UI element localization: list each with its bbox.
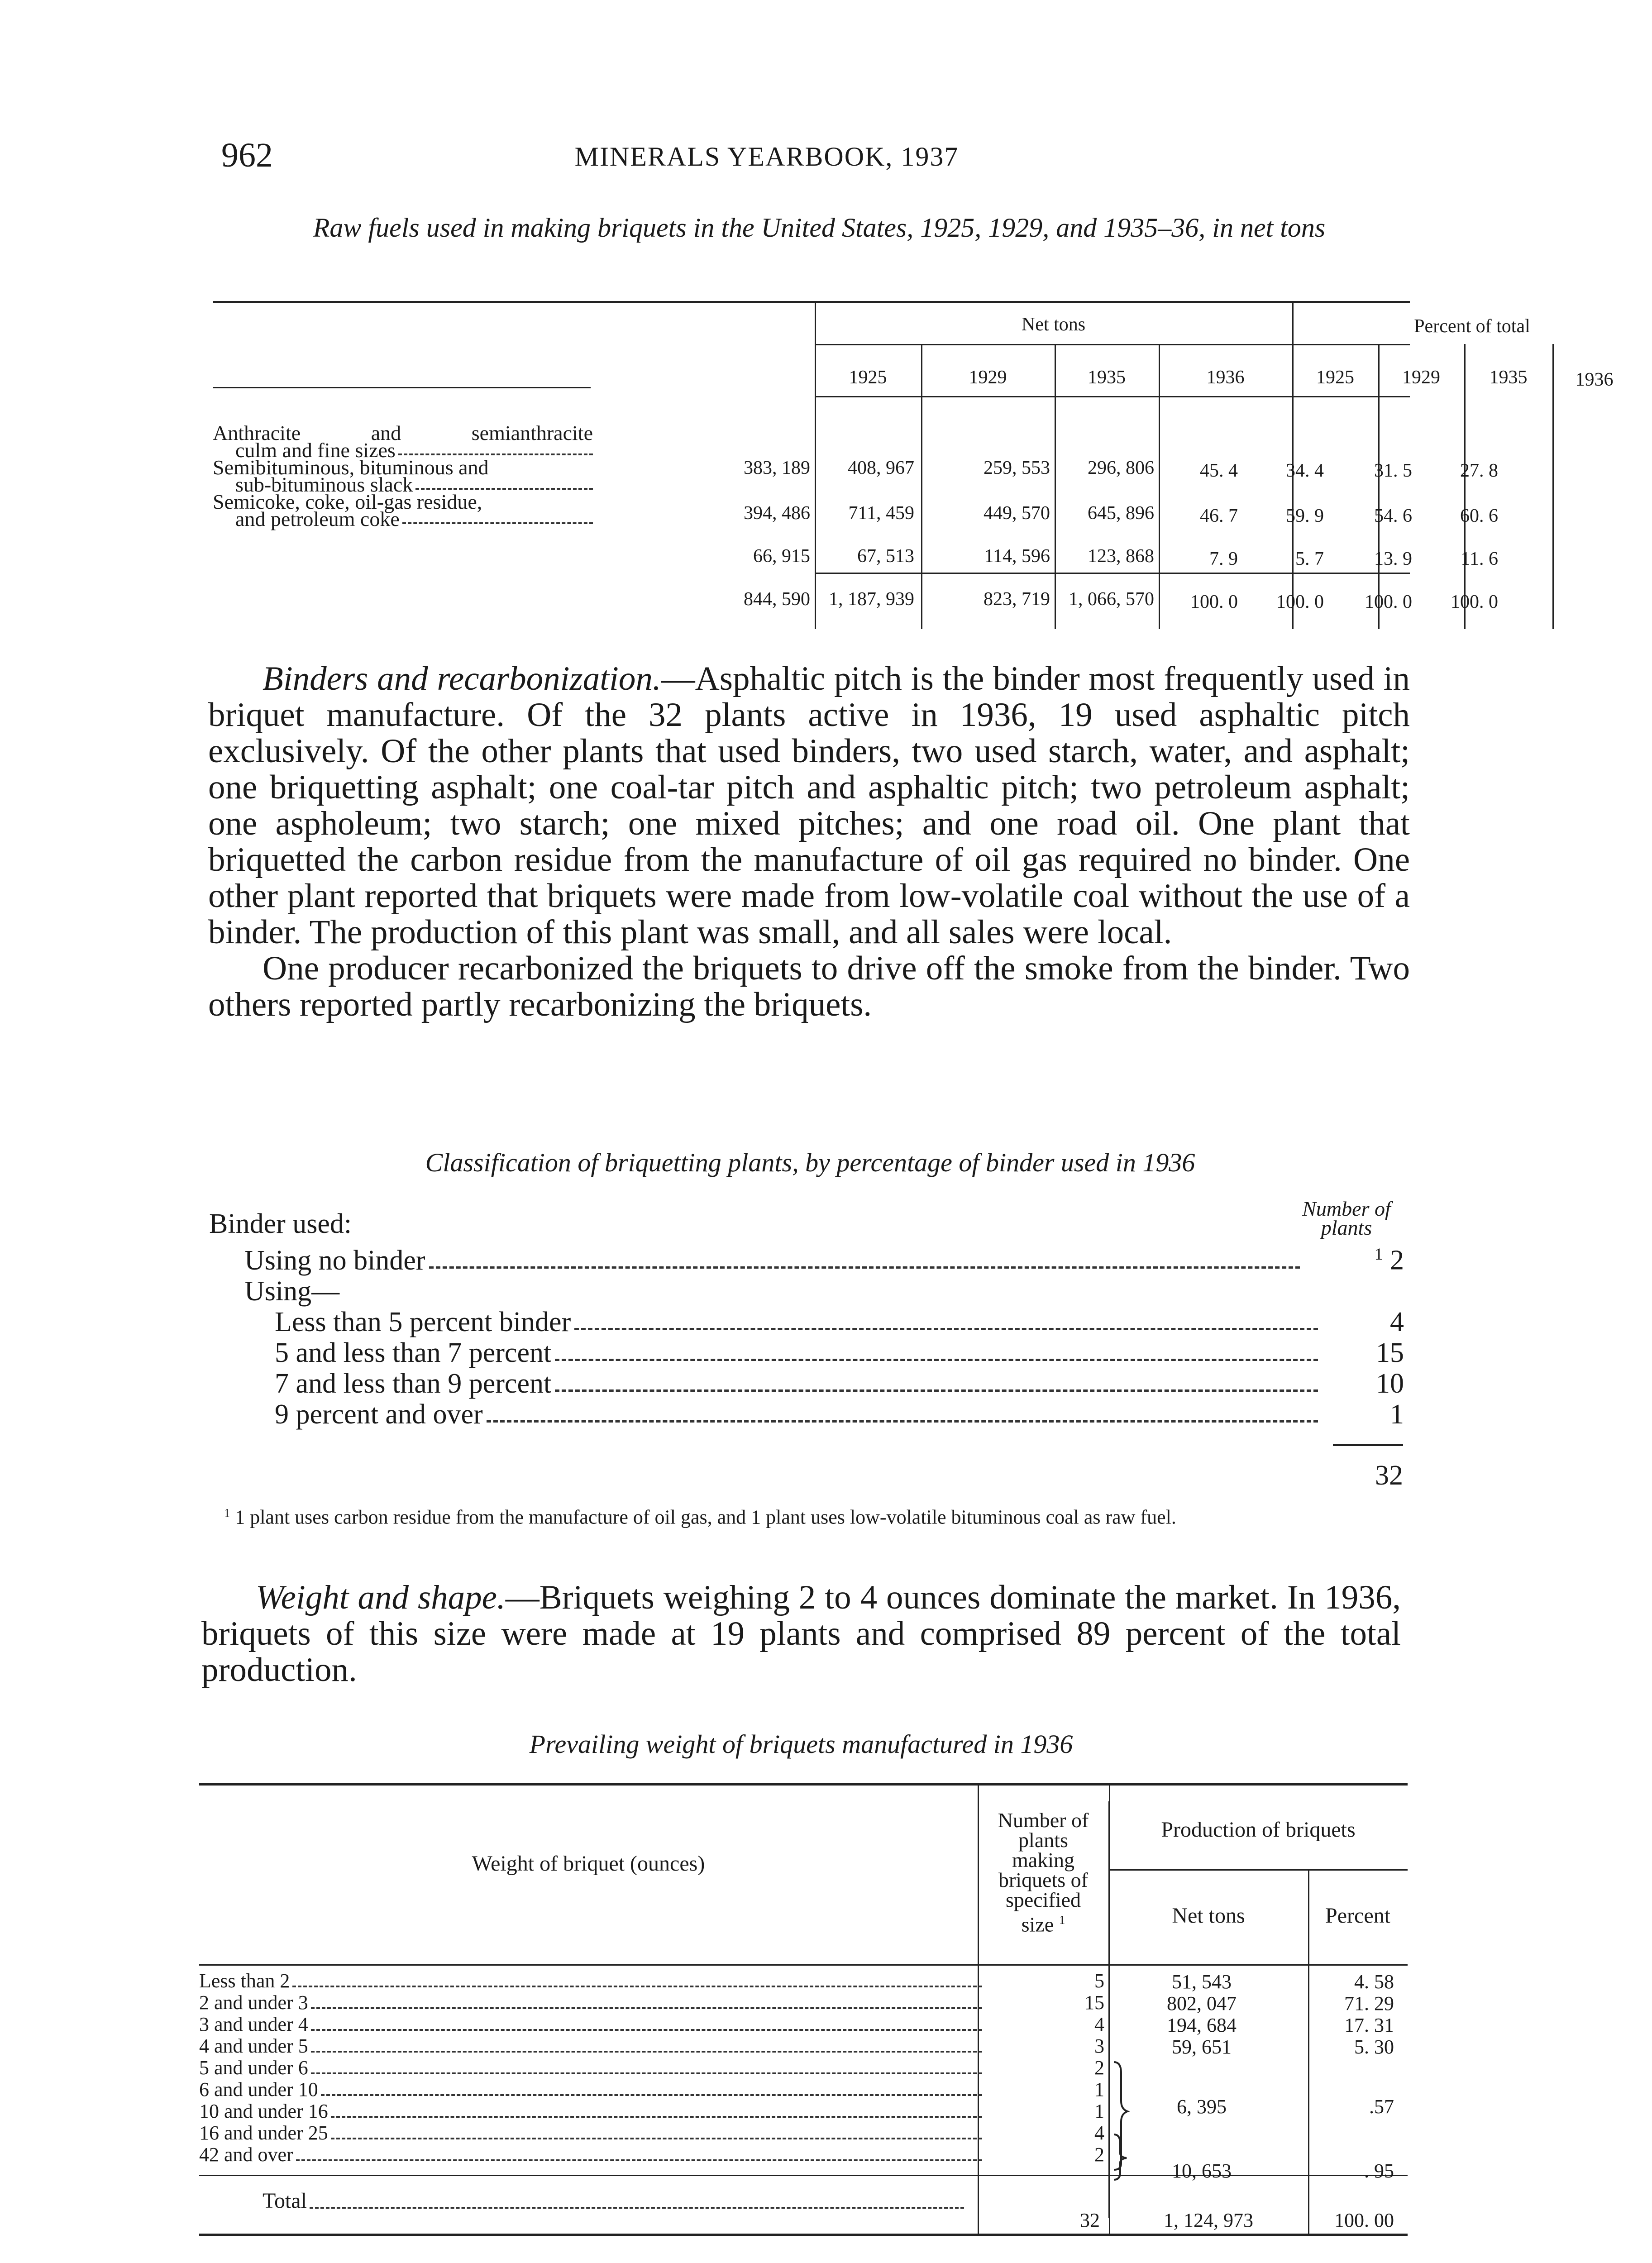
table-cell: 66, 915 [753,546,810,567]
table-cell: 259, 553 [984,458,1050,478]
list-item [209,1239,1404,1276]
plants-value: 15 [1084,1991,1104,2014]
row-label: 6 and under 10 [199,2078,318,2101]
plants-value: 1 [1094,2078,1104,2101]
row-label: Less than 2 [199,1970,290,1992]
weight-section [201,1580,1401,1688]
table2-caption: Classification of briquetting plants, by percentage of binder used in 1936 [425,1148,1195,1177]
list-item-value: 4 [1390,1306,1404,1337]
total-plants: 32 [1080,2209,1100,2231]
percent-value: 4. 58 [1354,1971,1394,1993]
table-row [199,1992,1104,2014]
row-label: 16 and under 25 [199,2122,328,2144]
plants-column-header [978,1810,1109,1934]
plants-value: 4 [1094,2013,1104,2035]
table-cell: 296, 806 [1088,458,1154,478]
table-cell: 394, 486 [744,503,810,524]
table-row [199,2101,1104,2122]
list-item-label: Using no binder [244,1245,425,1276]
table-cell: 46. 7 [1200,506,1238,526]
row-label: 2 and under 3 [199,1991,308,2014]
dot-leader [331,2138,982,2139]
table3-total-row [244,2188,964,2213]
percent-value: 5. 30 [1354,2036,1394,2058]
weight-column-header: Weight of briquet (ounces) [472,1852,705,1876]
table3-footnote [195,2261,1403,2263]
footnote-text: 1 plant uses carbon residue from the manufacture of oil gas, and 1 plant uses low-volatile bituminous coal as raw fuel. [235,1506,1176,1528]
net-tons-value: 6, 395 [1177,2096,1227,2118]
table3-caption: Prevailing weight of briquets manufactured in 1936 [529,1729,1073,1759]
table-cell: 27. 8 [1460,460,1498,481]
table-cell: 100. 0 [1365,592,1412,612]
plants-total: 32 [1375,1460,1403,1491]
plants-value: 1 [1094,2100,1104,2122]
brace-bracket [1111,2133,1129,2182]
list-item-label: Using— [244,1275,340,1307]
list-item [209,1368,1404,1399]
footnote-marker: 1 [1059,1913,1065,1927]
plants-value: 2 [1094,2144,1104,2166]
total-rule [1333,1444,1403,1446]
footnote-marker: 1 [1374,1245,1383,1264]
table-cell: 34. 4 [1286,460,1324,481]
plants-value: 5 [1094,1970,1104,1992]
table-row-label: Semibituminous, bituminous and [213,456,489,479]
table-cell: 100. 0 [1451,592,1498,612]
dot-leader [321,2094,982,2096]
dot-leader [311,2072,982,2074]
table-cell: 383, 189 [744,458,810,478]
year-header: 1929 [969,367,1007,388]
row-label: 10 and under 16 [199,2100,328,2122]
row-label: 5 and under 6 [199,2057,308,2079]
table-cell: 100. 0 [1276,592,1324,612]
total-net-tons: 1, 124, 973 [1164,2209,1253,2231]
plants-header-line: Number of [1302,1197,1391,1220]
year-header: 1936 [1206,367,1245,388]
binders-section [208,661,1410,1023]
list-item-label: 5 and less than 7 percent [275,1337,552,1368]
header-line: plants [1018,1829,1068,1852]
table-cell: 54. 6 [1374,506,1412,526]
table-cell: 844, 590 [744,589,810,610]
table-cell: 711, 459 [848,503,914,524]
percent-column-header: Percent [1325,1904,1390,1928]
net-tons-group-header: Net tons [1021,314,1086,335]
table-cell: 11. 6 [1461,549,1498,569]
binders-paragraph-1: —Asphaltic pitch is the binder most frequently used in briquet manufacture. Of the 32 plants active in 1936, 19 used asphaltic pitch exclusively. Of the other plants that used binders, two used starch, water, and asphalt; one briquetting asphalt; one coal-tar pitch and asphaltic pitch; two petroleum asphalt; one aspholeum; two starch; one mixed pitches; and one road oil. One plant that briquetted the carbon residue from the manufacture of oil gas required no binder. One other plant reported that briquets were made from low-volatile coal without the use of a binder. The production of this plant was small, and all sales were local. [208,660,1410,951]
table1-caption: Raw fuels used in making briquets in the United States, 1925, 1929, and 1935–36, in net tons [313,213,1326,243]
weight-heading: Weight and shape. [256,1579,506,1616]
table-row-label: culm and fine sizes [235,439,396,462]
footnote-marker: 1 [224,1506,230,1519]
header-line: Number of [998,1809,1089,1832]
list-item-value: 2 [1390,1245,1404,1276]
table-cell: 408, 967 [848,458,914,478]
table-row [199,2057,1104,2079]
percent-value: 71. 29 [1344,1992,1394,2015]
table-row [199,2014,1104,2035]
year-header: 1929 [1402,367,1440,388]
header-line: briquets of [998,1868,1088,1891]
year-header: 1935 [1088,367,1126,388]
list-item-label: 9 percent and over [275,1399,483,1430]
table-cell: 67, 513 [857,546,914,567]
net-tons-value: 802, 047 [1167,1992,1237,2015]
total-label: Total [263,2189,307,2213]
table-row [199,2144,1104,2166]
page-number: 962 [221,136,273,174]
net-tons-value: 51, 543 [1172,1971,1232,1993]
list-item-label: 7 and less than 9 percent [275,1368,552,1399]
table-cell: 60. 6 [1460,506,1498,526]
total-percent: 100. 00 [1334,2209,1394,2231]
list-item-value: 1 [1390,1399,1404,1430]
table-cell: 1, 187, 939 [829,589,914,610]
year-header: 1925 [849,367,887,388]
table-cell: 7. 9 [1209,549,1238,569]
percent-value: .57 [1369,2096,1394,2118]
net-tons-value: 10, 653 [1172,2160,1232,2182]
table-row-label: and petroleum coke [235,507,400,530]
list-item-label: Less than 5 percent binder [275,1306,571,1337]
table-row [199,1970,1104,1992]
year-header: 1935 [1489,367,1528,388]
table-row-label: Semicoke, coke, oil-gas residue, [213,490,482,513]
table-row-label: Anthracite and semianthracite [213,421,593,444]
percent-value: . 95 [1364,2160,1394,2182]
table-cell: 823, 719 [984,589,1050,610]
dot-leader [311,2007,982,2009]
table-cell: 13. 9 [1374,549,1412,569]
table-cell: 31. 5 [1374,460,1412,481]
row-label: 4 and under 5 [199,2035,308,2057]
table-row [199,2122,1104,2144]
table-cell: 449, 570 [984,503,1050,524]
table-cell: 645, 896 [1088,503,1154,524]
table-row-label: sub-bituminous slack [235,473,413,496]
table-cell: 45. 4 [1200,460,1238,481]
table-cell: 59. 9 [1286,506,1324,526]
table-row [199,2035,1104,2057]
table-row [199,2079,1104,2101]
dot-leader [311,2051,982,2053]
percent-value: 17. 31 [1344,2014,1394,2036]
net-tons-value: 194, 684 [1167,2014,1237,2036]
header-line: specified [1005,1888,1081,1911]
row-label: 3 and under 4 [199,2013,308,2035]
table-cell: 1, 066, 570 [1069,589,1154,610]
table-cell: 114, 596 [984,546,1050,567]
dot-leader [296,2159,982,2161]
percent-group-header: Percent of total [1414,316,1530,337]
table-cell: 123, 868 [1088,546,1154,567]
net-tons-column-header: Net tons [1172,1904,1245,1928]
plants-value: 4 [1094,2122,1104,2144]
binder-classification-list [209,1208,1404,1430]
table-cell: 100. 0 [1190,592,1238,612]
running-title: MINERALS YEARBOOK, 1937 [574,142,959,172]
dot-leader [311,2029,982,2031]
net-tons-value: 59, 651 [1172,2036,1232,2058]
table2-footnote [206,1503,1401,1528]
list-item [209,1307,1404,1337]
plants-value: 2 [1094,2057,1104,2079]
production-group-header: Production of briquets [1161,1818,1356,1842]
header-line: size [1021,1913,1054,1936]
binders-heading: Binders and recarbonization. [263,660,661,697]
dot-leader [331,2116,982,2118]
table-cell: 5. 7 [1295,549,1324,569]
year-header: 1925 [1316,367,1354,388]
list-item [209,1399,1404,1430]
plants-value: 3 [1094,2035,1104,2057]
binders-paragraph-2: One producer recarbonized the briquets to drive off the smoke from the binder. Two others reported partly recarbonizing the briquets. [208,950,1410,1023]
list-item-value: 15 [1376,1337,1404,1368]
row-label: 42 and over [199,2144,293,2166]
dot-leader [292,1986,982,1987]
list-item [209,1337,1404,1368]
header-line: making [1012,1848,1074,1872]
binder-used-label: Binder used: [209,1208,352,1239]
list-item-value: 10 [1376,1368,1404,1399]
weight-paragraph: —Briquets weighing 2 to 4 ounces dominate the market. In 1936, briquets of this size were made at 19 plants and comprised 89 percent of the total production. [201,1579,1401,1689]
plants-header-line: plants [1321,1216,1372,1239]
year-header: 1936 [1575,369,1614,390]
